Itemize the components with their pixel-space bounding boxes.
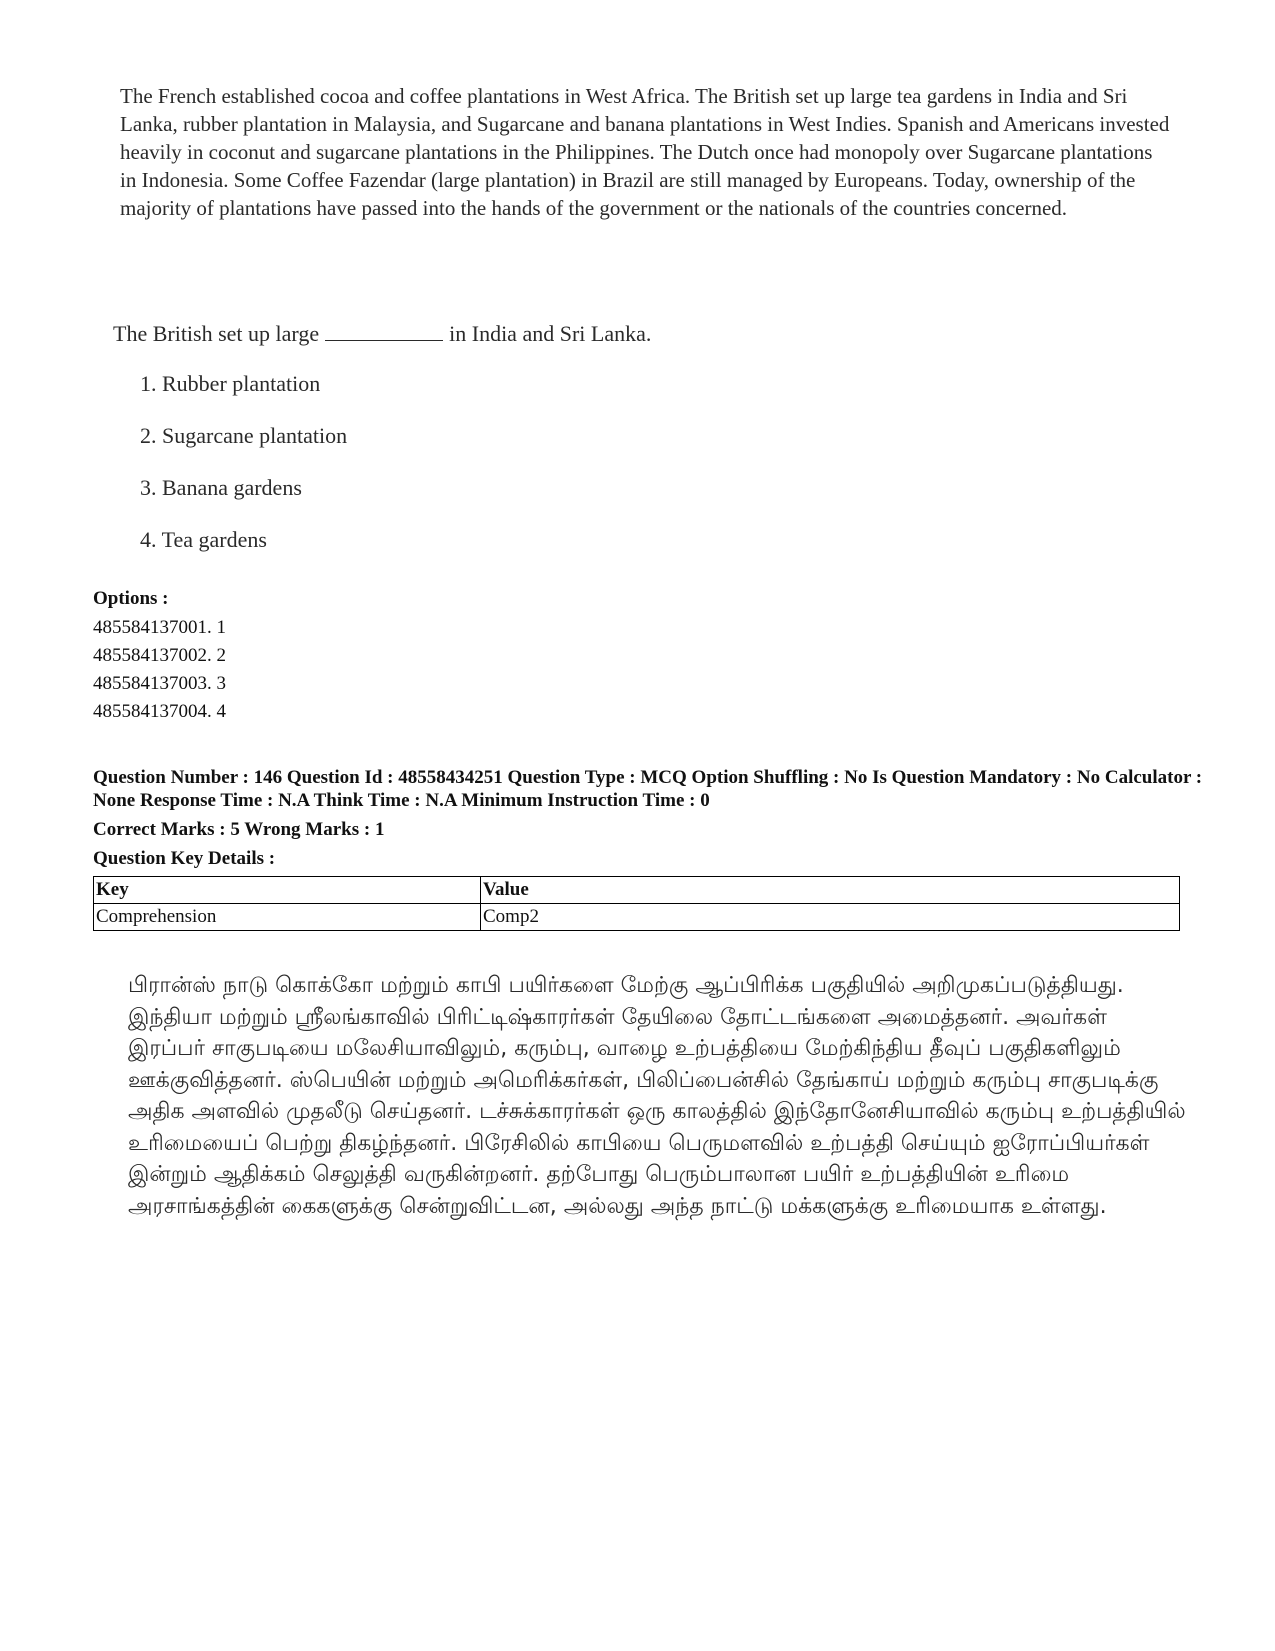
- option-item-1: 485584137001. 1: [93, 617, 226, 638]
- options-label: Options :: [93, 588, 169, 609]
- option-item-3: 485584137003. 3: [93, 673, 226, 694]
- tamil-passage: பிரான்ஸ் நாடு கொக்கோ மற்றும் காபி பயிர்களை மேற்கு ஆப்பிரிக்க பகுதியில் அறிமுகப்படுத்தியது. இந்தியா மற்றும் ஸ்ரீலங்காவில் பிரிட்டிஷ்காரர்கள் தேயிலை தோட்டங்களை அமைத்தனர். அவர்கள் இரப்பர் சாகுபடியை மலேசியாவிலும், கரும்பு, வாழை உற்பத்தியை மேற்கிந்திய தீவுப் பகுதிகளிலும் ஊக்குவித்தனர். ஸ்பெயின் மற்றும் அமெரிக்கர்கள், பிலிப்பைன்சில் தேங்காய் மற்றும் கரும்பு சாகுபடிக்கு அதிக அளவில் முதலீடு செய்தனர். டச்சுக்காரர்கள் ஒரு காலத்தில் இந்தோனேசியாவில் கரும்பு உற்பத்தியில் உரிமையைப் பெற்று திகழ்ந்தனர். பிரேசிலில் காபியை பெருமளவில் உற்பத்தி செய்யும் ஐரோப்பியர்கள் இன்றும் ஆதிக்கம் செலுத்தி வருகின்றனர். தற்போது பெரும்பாலான பயிர் உற்பத்தியின் உரிமை அரசாங்கத்தின் கைகளுக்கு சென்றுவிட்டன, அல்லது அந்த நாட்டு மக்களுக்கு உரிமையாக உள்ளது.: [128, 973, 1186, 1219]
- question-prefix: The British set up large: [113, 321, 320, 346]
- table-header-key: Key: [94, 877, 481, 904]
- key-details-label: Question Key Details :: [93, 848, 276, 869]
- choice-4: 4. Tea gardens: [140, 527, 267, 552]
- choice-2: 2. Sugarcane plantation: [140, 423, 348, 448]
- choice-3: 3. Banana gardens: [140, 475, 302, 500]
- marks-line: Correct Marks : 5 Wrong Marks : 1: [93, 819, 385, 840]
- option-item-2: 485584137002. 2: [93, 645, 226, 666]
- table-header-row: [94, 877, 1180, 904]
- table-cell-value: Comp2: [481, 904, 1180, 931]
- question-metadata: Question Number : 146 Question Id : 48558434251 Question Type : MCQ Option Shuffling : No Is Question Mandatory : No Calculator : None Response Time : N.A Think Time : N.A Minimum Instruction Time : 0: [93, 767, 1203, 811]
- key-details-table: [93, 876, 1180, 931]
- question-stem: [113, 320, 651, 347]
- fill-in-blank: [325, 320, 443, 341]
- table-header-value: Value: [481, 877, 1180, 904]
- table-row: [94, 904, 1180, 931]
- question-suffix: in India and Sri Lanka.: [449, 321, 652, 346]
- choice-1: 1. Rubber plantation: [140, 371, 321, 396]
- english-passage: The French established cocoa and coffee plantations in West Africa. The British set up large tea gardens in India and Sri Lanka, rubber plantation in Malaysia, and Sugarcane and banana plantations in West Indies. Spanish and Americans invested heavily in coconut and sugarcane plantations in the Philippines. The Dutch once had monopoly over Sugarcane plantations in Indonesia. Some Coffee Fazendar (large plantation) in Brazil are still managed by Europeans. Today, ownership of the majority of plantations have passed into the hands of the government or the nationals of the countries concerned.: [120, 84, 1170, 220]
- option-item-4: 485584137004. 4: [93, 701, 226, 722]
- table-cell-key: Comprehension: [94, 904, 481, 931]
